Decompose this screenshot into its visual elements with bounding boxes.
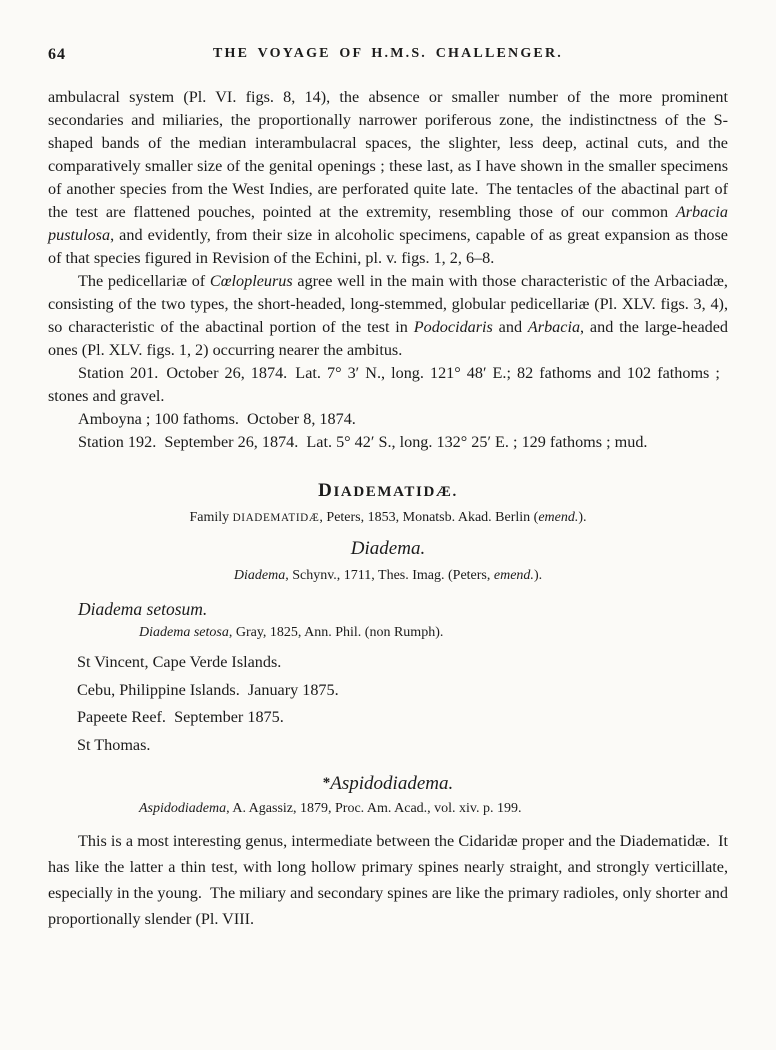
paragraph-ambulacral-system: ambulacral system (Pl. VI. figs. 8, 14), the absence or smaller number of the more prominent secondaries and miliaries, the proportionally narrower poriferous zone, the indistinctness of the S-shaped bands of the median interambulacral spaces, the slighter, less deep, actinal cuts, and the comparatively smaller size of the genital openings ; these last, as I have shown in the smaller specimens of another species from the West Indies, are perforated quite late. The tentacles of the abactinal part of the test are flattened pouches, pointed at the extremity, resembling those of our common Arbacia pustulosa, and evidently, from their size in alcoholic specimens, capable of as great expansion as those of that species figured in Revision of the Echini, pl. v. figs. 1, 2, 6–8. (48, 88, 728, 267)
species-heading-diadema-setosum: Diadema setosum. (78, 599, 208, 619)
locality-line-st-thomas: St Thomas. (77, 735, 151, 754)
locality-line-papeete: Papeete Reef. September 1875. (77, 708, 284, 726)
paragraph-pedicellariae: The pedicellariæ of Cœlopleurus agree well in the main with those characteristic of the Arbaciadæ, consisting of the two types, the short-headed, long-stemmed, globular pedicellariæ (Pl. XLV. figs. 3, 4), so characteristic of the abactinal portion of the test in Podocidaris and Arbacia, and the large-headed ones (Pl. XLV. figs. 1, 2) occurring nearer the ambitus. (48, 272, 729, 359)
locality-list (77, 649, 728, 759)
station-192-line: Station 192. September 26, 1874. Lat. 5° 42′ S., long. 132° 25′ E. ; 129 fathoms ; mud. (78, 433, 648, 451)
family-citation: Family DIADEMATIDÆ, Peters, 1853, Monatsb. Akad. Berlin (emend.). (189, 510, 587, 525)
page-number: 64 (48, 46, 66, 63)
genus-heading-diadema: Diadema. (350, 538, 426, 559)
genus-citation-diadema: Diadema, Schynv., 1711, Thes. Imag. (Peters, emend.). (233, 568, 543, 583)
species-citation-diadema-setosa: Diadema setosa, Gray, 1825, Ann. Phil. (non Rumph). (139, 625, 444, 640)
family-heading-diadematidae: DIADEMATIDÆ. (318, 480, 458, 501)
paragraph-aspidodiadema-description: This is a most interesting genus, intermediate between the Cidaridæ proper and the Diadematidæ. It has like the latter a thin test, with long hollow primary spines nearly straight, and strongly verticillate, especially in the young. The miliary and secondary spines are like the primary radioles, only shorter and proportionally slender (Pl. VIII. (48, 832, 728, 928)
running-title: THE VOYAGE OF H.M.S. CHALLENGER. (213, 46, 563, 61)
locality-line-cebu: Cebu, Philippine Islands. January 1875. (77, 680, 339, 699)
station-201-line: Station 201. October 26, 1874. Lat. 7° 3′ N., long. 121° 48′ E.; 82 fathoms and 102 fathoms ; stones and gravel. (48, 364, 728, 405)
genus-citation-aspidodiadema: Aspidodiadema, A. Agassiz, 1879, Proc. Am. Acad., vol. xiv. p. 199. (139, 801, 522, 816)
amboyna-line: Amboyna ; 100 fathoms. October 8, 1874. (78, 410, 356, 428)
locality-line-st-vincent: St Vincent, Cape Verde Islands. (77, 653, 282, 671)
genus-heading-aspidodiadema: *Aspidodiadema. (322, 773, 454, 794)
running-header (48, 46, 728, 66)
